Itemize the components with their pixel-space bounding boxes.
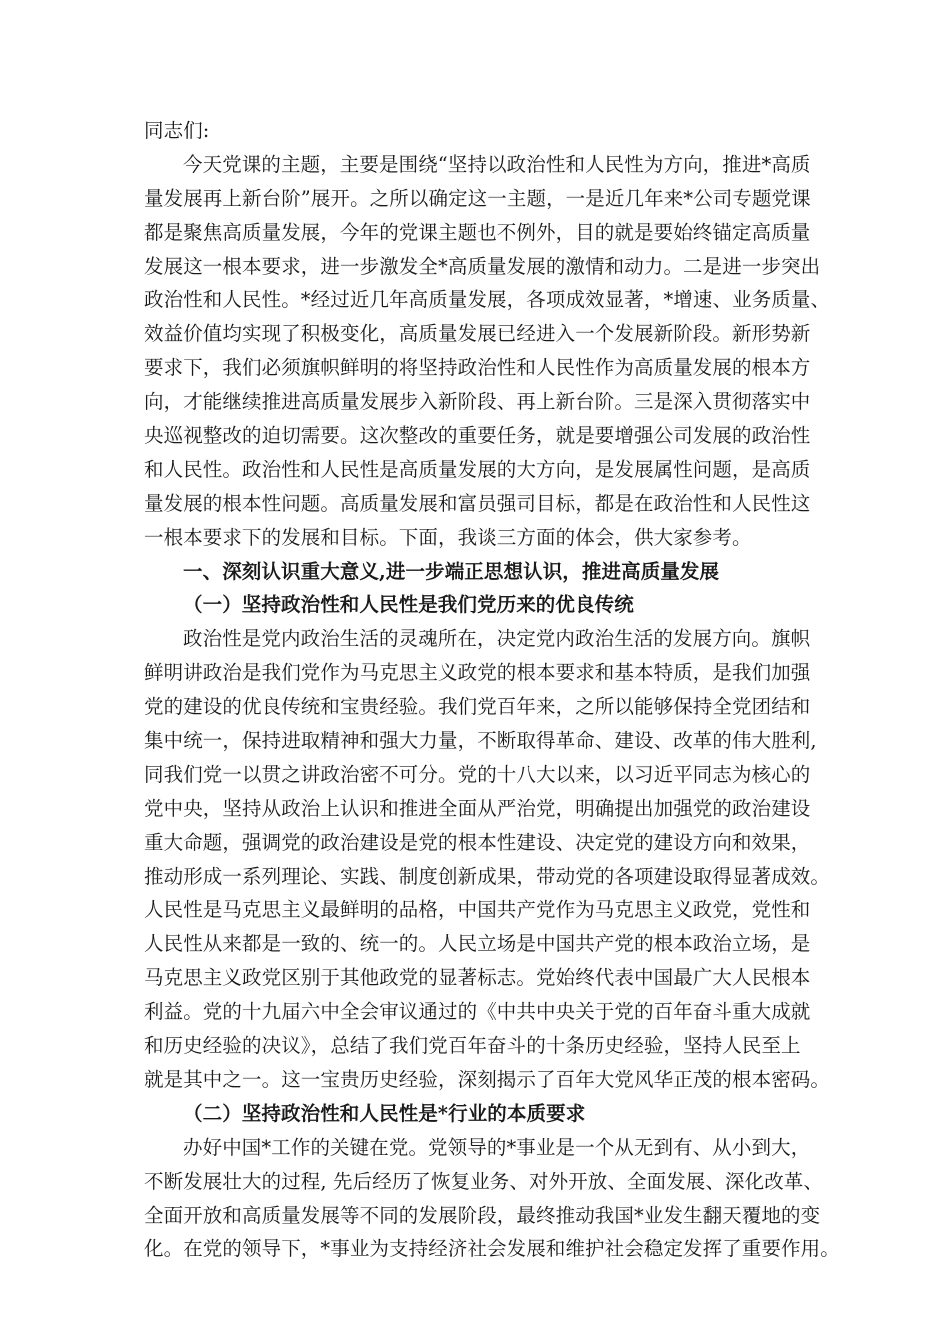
text-line: 政治性是党内政治生活的灵魂所在，决定党内政治生活的发展方向。旗帜 bbox=[183, 627, 811, 651]
text-line: 央巡视整改的迫切需要。这次整改的重要任务，就是要增强公司发展的政治性 bbox=[144, 424, 811, 448]
text-line: 利益。党的十九届六中全会审议通过的《中共中央关于党的百年奋斗重大成就 bbox=[144, 1000, 811, 1024]
section-heading: 一、深刻认识重大意义,进一步端正思想认识，推进高质量发展 bbox=[183, 559, 720, 583]
text-line: 效益价值均实现了积极变化，高质量发展已经进入一个发展新阶段。新形势新 bbox=[144, 322, 811, 346]
text-line: 党的建设的优良传统和宝贵经验。我们党百年来，之所以能够保持全党团结和 bbox=[144, 695, 811, 719]
text-line: 鲜明讲政治是我们党作为马克思主义政党的根本要求和基本特质，是我们加强 bbox=[144, 661, 811, 685]
text-line: 量发展再上新台阶”展开。之所以确定这一主题，一是近几年来*公司专题党课 bbox=[144, 186, 811, 210]
text-line: 和人民性。政治性和人民性是高质量发展的大方向，是发展属性问题，是高质 bbox=[144, 457, 811, 481]
paragraph-intro bbox=[144, 148, 831, 555]
text-line: 重大命题，强调党的政治建设是党的根本性建设、决定党的建设方向和效果， bbox=[144, 830, 811, 854]
text-line: 发展这一根本要求，进一步激发全*高质量发展的激情和动力。二是进一步突出 bbox=[144, 254, 821, 278]
text-line: 今天党课的主题，主要是围绕“坚持以政治性和人民性为方向，推进*高质 bbox=[183, 152, 811, 176]
text-line: 政治性和人民性。*经过近几年高质量发展，各项成效显著，*增速、业务质量、 bbox=[144, 288, 831, 312]
text-line: 就是其中之一。这一宝贵历史经验，深刻揭示了百年大党风华正茂的根本密码。 bbox=[144, 1067, 831, 1091]
text-line: 集中统一，保持进取精神和强大力量，不断取得革命、建设、改革的伟大胜利, bbox=[144, 729, 817, 753]
text-line: 人民性是马克思主义最鲜明的品格，中国共产党作为马克思主义政党，党性和 bbox=[144, 898, 811, 922]
salutation: 同志们: bbox=[144, 119, 210, 142]
text-line: 马克思主义政党区别于其他政党的显著标志。党始终代表中国最广大人民根本 bbox=[144, 966, 811, 990]
text-line: 办好中国*工作的关键在党。党领导的*事业是一个从无到有、从小到大， bbox=[183, 1135, 811, 1159]
text-line: 人民性从来都是一致的、统一的。人民立场是中国共产党的根本政治立场，是 bbox=[144, 932, 811, 956]
text-line: 推动形成一系列理论、实践、制度创新成果，带动党的各项建设取得显著成效。 bbox=[144, 864, 831, 888]
text-line: 和历史经验的决议》，总结了我们党百年奋斗的十条历史经验，坚持人民至上 bbox=[144, 1034, 801, 1058]
text-line: 党中央，坚持从政治上认识和推进全面从严治党，明确提出加强党的政治建设 bbox=[144, 796, 811, 820]
subsection-heading: （一）坚持政治性和人民性是我们党历来的优良传统 bbox=[183, 593, 634, 617]
document-body bbox=[144, 114, 840, 1266]
paragraph-tradition bbox=[144, 622, 831, 1096]
text-line: 同我们党一以贯之讲政治密不可分。党的十八大以来，以习近平同志为核心的 bbox=[144, 762, 811, 786]
text-line: 量发展的根本性问题。高质量发展和富员强司目标，都是在政治性和人民性这 bbox=[144, 491, 811, 515]
text-line: 化。在党的领导下，*事业为支持经济社会发展和维护社会稳定发挥了重要作用。 bbox=[144, 1237, 840, 1261]
text-line: 要求下，我们必须旗帜鲜明的将坚持政治性和人民性作为高质量发展的根本方 bbox=[144, 356, 811, 380]
text-line: 不断发展壮大的过程, 先后经历了恢复业务、对外开放、全面发展、深化改革、 bbox=[144, 1169, 823, 1193]
text-line: 都是聚焦高质量发展，今年的党课主题也不例外，目的就是要始终锚定高质量 bbox=[144, 220, 811, 244]
subsection-heading: （二）坚持政治性和人民性是*行业的本质要求 bbox=[183, 1101, 586, 1125]
text-line: 向，才能继续推进高质量发展步入新阶段、再上新台阶。三是深入贯彻落实中 bbox=[144, 390, 811, 414]
paragraph-industry bbox=[144, 1131, 840, 1267]
text-line: 全面开放和高质量发展等不同的发展阶段，最终推动我国*业发生翻天覆地的变 bbox=[144, 1203, 821, 1227]
text-line: 一根本要求下的发展和目标。下面，我谈三方面的体会，供大家参考。 bbox=[144, 525, 752, 549]
